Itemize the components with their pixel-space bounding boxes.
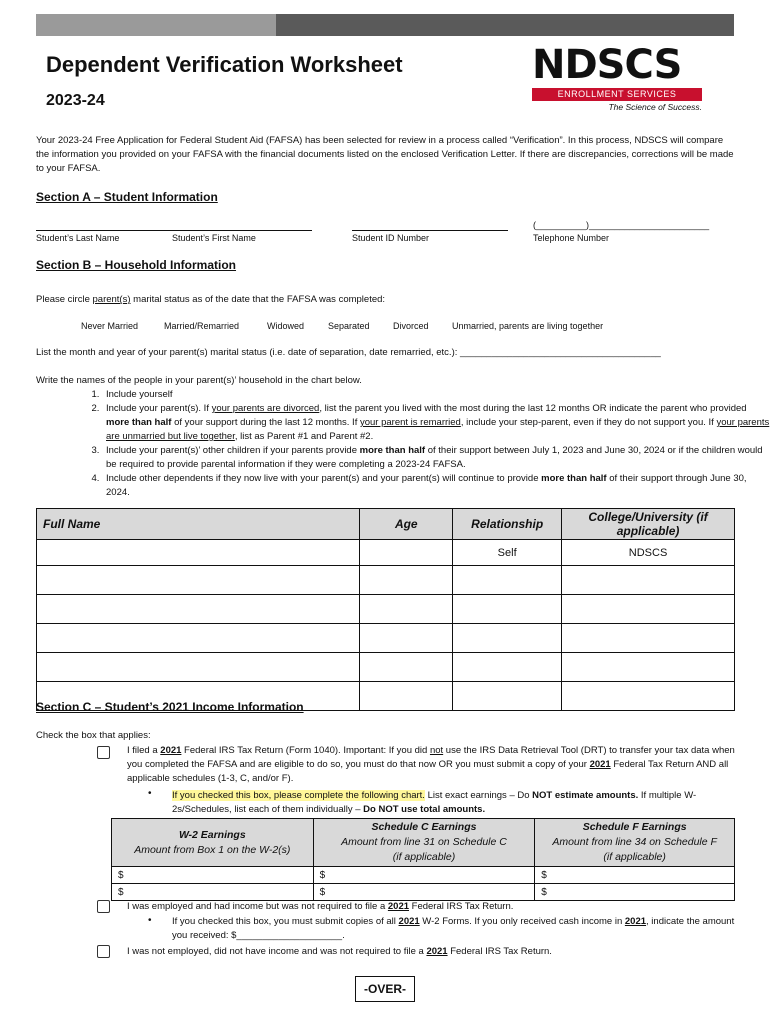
table-row <box>37 566 735 595</box>
header-bar-right <box>276 14 734 36</box>
col-relationship: Relationship <box>453 509 562 540</box>
table-row <box>112 884 735 901</box>
instruction-item: 4. Include other dependents if they now live with your parent(s) and your parent(s) will continue to provide more than half of their support through June 30, 2024. <box>102 472 770 500</box>
phone-label: Telephone Number <box>533 233 610 243</box>
relationship-cell[interactable] <box>453 682 562 711</box>
name-cell[interactable] <box>37 595 360 624</box>
status-separated[interactable]: Separated <box>328 321 370 331</box>
college-cell: NDSCS <box>562 540 735 566</box>
status-divorced[interactable]: Divorced <box>393 321 429 331</box>
schedule-f-amount-cell[interactable]: $ <box>535 884 735 901</box>
schedule-f-amount-cell[interactable]: $ <box>535 867 735 884</box>
filed-tax-return-checkbox[interactable] <box>97 746 110 759</box>
col-schedule-c: Schedule C Earnings Amount from line 31 on Schedule C (if applicable) <box>313 819 535 867</box>
age-cell[interactable] <box>360 653 453 682</box>
employed-not-filed-checkbox[interactable] <box>97 900 110 913</box>
name-cell[interactable] <box>37 566 360 595</box>
bullet-w2-instruction: If you checked this box, you must submit copies of all 2021 W-2 Forms. If you only received cash income in 2021, indicate the amount you received: $____________________. <box>172 916 735 941</box>
relationship-cell[interactable] <box>453 566 562 595</box>
col-w2-earnings: W-2 Earnings Amount from Box 1 on the W-2(s) <box>112 819 314 867</box>
intro-paragraph: Your 2023-24 Free Application for Federal Student Aid (FAFSA) has been selected for review in a process called “Verification”. In this process, NDSCS will compare the information you provided on your FAFSA with the financial documents listed on the enclosed Verification Letter. If there are discrepancies, corrections will be made to your FAFSA. <box>36 135 734 174</box>
status-unmarried-together[interactable]: Unmarried, parents are living together <box>452 321 604 331</box>
college-cell[interactable] <box>562 653 735 682</box>
earnings-table <box>111 818 735 901</box>
w2-amount-cell[interactable]: $ <box>112 884 314 901</box>
col-college: College/University (if applicable) <box>562 509 735 540</box>
page-title: Dependent Verification Worksheet <box>46 52 403 77</box>
section-b-title: Section B – Household Information <box>36 258 237 272</box>
bullet-icon: • <box>148 915 152 926</box>
instruction-item: 3. Include your parent(s)’ other children if your parents provide more than half of their support between July 1, 2023 and June 30, 2024 or if the children would be required to provide parental information if they were completing a 2023-24 FAFSA. <box>102 444 770 472</box>
instruction-item: 1. Include yourself <box>102 388 770 402</box>
w2-amount-cell[interactable]: $ <box>112 867 314 884</box>
age-cell[interactable] <box>360 566 453 595</box>
college-cell[interactable] <box>562 566 735 595</box>
table-row <box>37 624 735 653</box>
table-row <box>37 595 735 624</box>
bullet-icon: • <box>148 788 152 799</box>
first-name-label: Student’s First Name <box>172 233 256 243</box>
col-full-name: Full Name <box>37 509 360 540</box>
age-cell[interactable] <box>360 682 453 711</box>
relationship-cell[interactable] <box>453 653 562 682</box>
college-cell[interactable] <box>562 595 735 624</box>
relationship-cell[interactable] <box>453 595 562 624</box>
section-a-title: Section A – Student Information <box>36 190 218 204</box>
bullet-chart-instruction: If you checked this box, please complete the following chart. List exact earnings – Do NOT estimate amounts. If multiple W-2s/Schedules, list each of them individually – Do NOT use total amounts. <box>172 790 697 815</box>
circle-instruction: Please circle parent(s) marital status as of the date that the FAFSA was completed: <box>36 294 386 305</box>
relationship-cell[interactable] <box>453 624 562 653</box>
logo-brand: NDSCS <box>532 42 682 88</box>
table-row <box>112 867 735 884</box>
instruction-item: 2. Include your parent(s). If your parents are divorced, list the parent you lived with the most during the last 12 months OR indicate the parent who provided more than half of your support during the last 12 months. If your parent is remarried, include your step-parent, even if they do not support you. If your parents are unmarried but live together, list as Parent #1 and Parent #2. <box>102 402 770 444</box>
name-cell[interactable] <box>37 653 360 682</box>
schedule-c-amount-cell[interactable]: $ <box>313 884 535 901</box>
household-table <box>36 508 735 711</box>
college-cell[interactable] <box>562 682 735 711</box>
award-year: 2023-24 <box>46 92 105 109</box>
status-never-married[interactable]: Never Married <box>81 321 139 331</box>
check-box-prompt: Check the box that applies: <box>36 730 151 741</box>
table-row <box>37 540 735 566</box>
household-intro: Write the names of the people in your parent(s)’ household in the chart below. <box>36 375 362 386</box>
marital-date-prompt: List the month and year of your parent(s) marital status (i.e. date of separation, date remarried, etc.): ______________________________________ <box>36 347 661 358</box>
col-age: Age <box>360 509 453 540</box>
option-filed-text: I filed a 2021 Federal IRS Tax Return (Form 1040). Important: If you did not use the IRS Data Retrieval Tool (DRT) to transfer your tax data when you completed the FAFSA and are eligible to do so, you must do that now OR you must submit a copy of your 2021 Federal Tax Return AND all applicable schedules (1-3, C, and/or F). <box>127 745 735 784</box>
college-cell[interactable] <box>562 624 735 653</box>
section-c-title: Section C – Student’s 2021 Income Information <box>36 700 304 714</box>
age-cell[interactable] <box>360 595 453 624</box>
student-id-label: Student ID Number <box>352 233 430 243</box>
option-employed-text: I was employed and had income but was not required to file a 2021 Federal IRS Tax Return. <box>127 901 514 912</box>
status-widowed[interactable]: Widowed <box>267 321 305 331</box>
over-indicator: -OVER- <box>355 976 415 1002</box>
name-cell[interactable] <box>37 624 360 653</box>
age-cell[interactable] <box>360 624 453 653</box>
logo-tagline: The Science of Success. <box>608 102 702 112</box>
option-not-employed-text: I was not employed, did not have income and was not required to file a 2021 Federal IRS Tax Return. <box>127 946 552 957</box>
last-name-label: Student’s Last Name <box>36 233 120 243</box>
student-name-line[interactable] <box>36 230 312 231</box>
phone-blank[interactable]: (__________)________________________ <box>533 220 710 230</box>
student-id-line[interactable] <box>352 230 508 231</box>
not-employed-checkbox[interactable] <box>97 945 110 958</box>
table-row <box>37 653 735 682</box>
household-instructions <box>66 388 770 500</box>
schedule-c-amount-cell[interactable]: $ <box>313 867 535 884</box>
col-schedule-f: Schedule F Earnings Amount from line 34 on Schedule F (if applicable) <box>535 819 735 867</box>
relationship-cell: Self <box>453 540 562 566</box>
name-cell[interactable] <box>37 540 360 566</box>
status-married[interactable]: Married/Remarried <box>164 321 240 331</box>
age-cell[interactable] <box>360 540 453 566</box>
logo-bar: ENROLLMENT SERVICES <box>532 88 702 101</box>
header-bar-left <box>36 14 276 36</box>
ndscs-logo <box>532 42 702 117</box>
